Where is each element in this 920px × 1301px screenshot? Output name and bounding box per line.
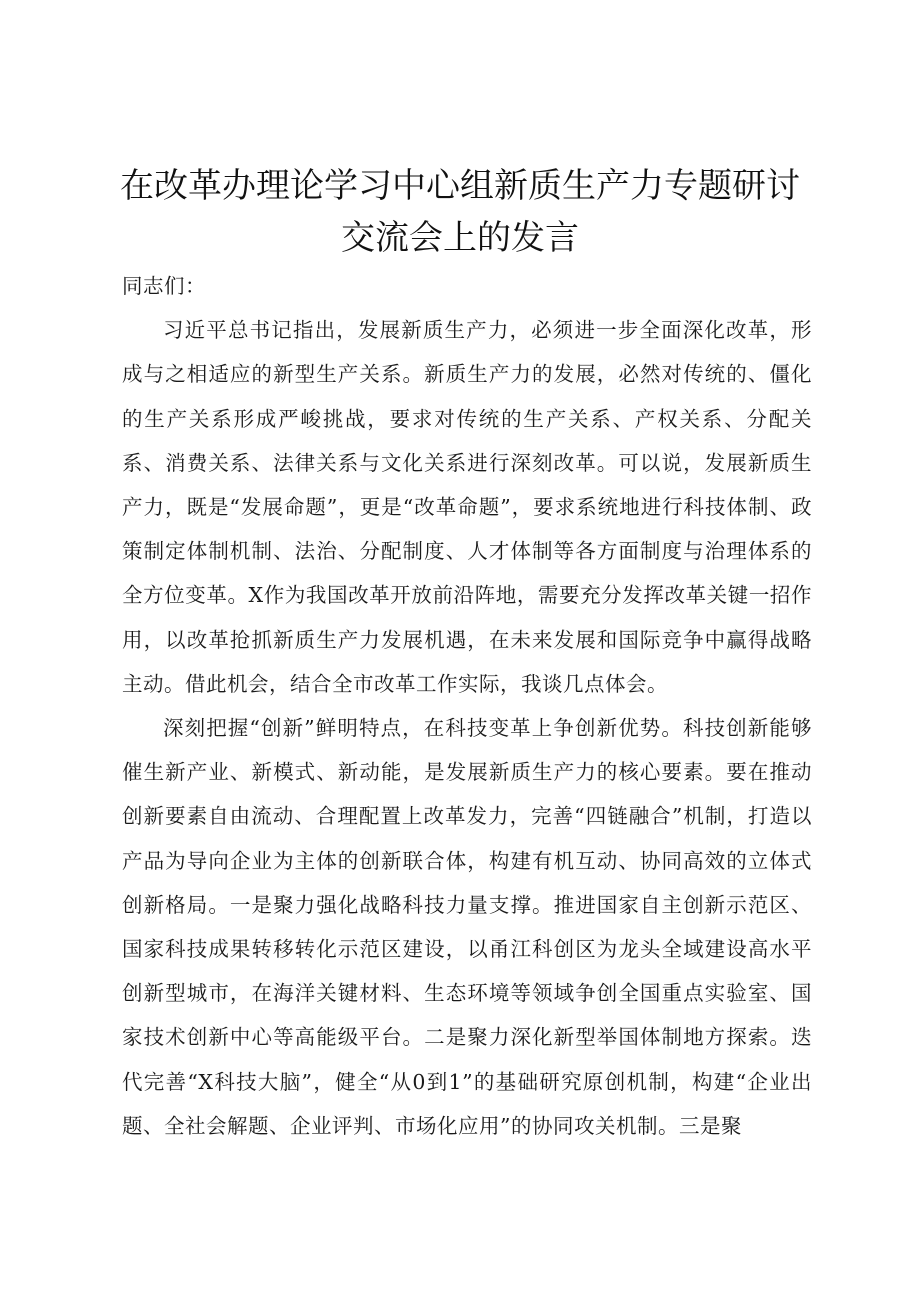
- paragraph-intro: 习近平总书记指出，发展新质生产力，必须进一步全面深化改革，形成与之相适应的新型生产关系。新质生产力的发展，必然对传统的、僵化的生产关系形成严峻挑战，要求对传统的生产关系、产权关系、分配关系、消费关系、法律关系与文化关系进行深刻改革。可以说，发展新质生产力，既是“发展命题”，更是“改革命题”，要求系统地进行科技体制、政策制定体制机制、法治、分配制度、人才体制等各方面制度与治理体系的全方位变革。X作为我国改革开放前沿阵地，需要充分发挥改革关键一招作用，以改革抢抓新质生产力发展机遇，在未来发展和国际竞争中赢得战略主动。借此机会，结合全市改革工作实际，我谈几点体会。: [122, 318, 812, 696]
- document-title: [100, 160, 820, 264]
- title-line-1: 在改革办理论学习中心组新质生产力专题研讨: [120, 166, 800, 206]
- salutation: 同志们：: [122, 274, 206, 298]
- title-line-2: 交流会上的发言: [341, 218, 579, 258]
- paragraph-innovation: 深刻把握“创新”鲜明特点，在科技变革上争创新优势。科技创新能够催生新产业、新模式、新动能，是发展新质生产力的核心要素。要在推动创新要素自由流动、合理配置上改革发力，完善“四链融合”机制，打造以产品为导向企业为主体的创新联合体，构建有机互动、协同高效的立体式创新格局。一是聚力强化战略科技力量支撑。推进国家自主创新示范区、国家科技成果转移转化示范区建设，以甬江科创区为龙头全域建设高水平创新型城市，在海洋关键材料、生态环境等领域争创全国重点实验室、国家技术创新中心等高能级平台。二是聚力深化新型举国体制地方探索。迭代完善“X科技大脑”，健全“从0到1”的基础研究原创机制，构建“企业出题、全社会解题、企业评判、市场化应用”的协同攻关机制。三是聚: [122, 716, 812, 1138]
- document-body: [122, 264, 812, 1148]
